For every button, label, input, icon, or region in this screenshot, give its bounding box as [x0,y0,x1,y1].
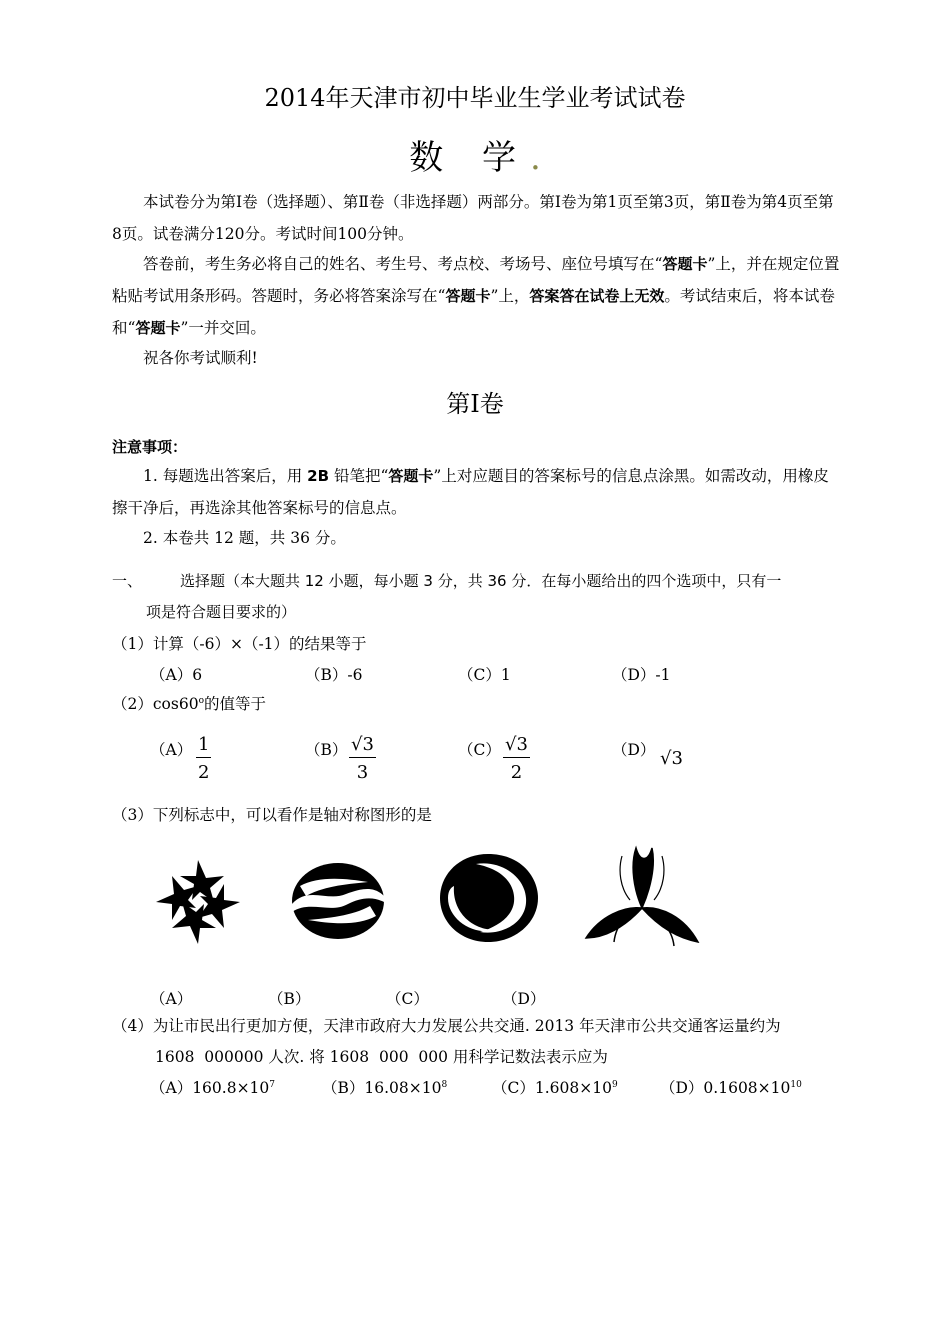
q4-option-b-exponent: 8 [441,1080,448,1090]
exam-title: 2014年天津市初中毕业生学业考试试卷 [264,84,686,112]
q3-option-b: （B） [268,990,311,1008]
q1-option-c: （C）1 [458,666,511,684]
q4-option-a [150,1076,275,1098]
q4-option-a-exponent: 7 [269,1080,276,1090]
question-4-line-1: （4）为让市民出行更加方便，天津市政府大力发展公共交通. 2013 年天津市公共交通客运量约为 [112,1017,781,1035]
q2-option-d-label: （D） [612,741,656,759]
subject-text: 数 学 [409,138,530,178]
q3-option-c: （C） [386,990,429,1008]
answer-card-term: 答题卡 [135,319,181,337]
q2-stem-text: （2）cos60 [112,695,199,713]
q4-option-d-base: （D）0.1608×10 [660,1079,791,1097]
note-1-text: 1. 每题选出答案后，用 [143,467,308,485]
answer-card-term: 答题卡 [388,467,434,485]
answer-card-term: 答题卡 [662,255,708,273]
answer-card-term: 答题卡 [445,287,491,305]
logo-b-split-ellipse-icon [288,856,388,946]
invalid-warning: 答案答在试卷上无效 [529,287,665,305]
degree-mark: o [198,696,204,706]
q4-option-b [322,1076,447,1098]
question-3-stem: （3）下列标志中，可以看作是轴对称图形的是 [112,806,432,824]
q2-option-a-label: （A） [150,741,193,759]
fraction-numerator: √3 [503,734,530,758]
intro-paragraph-1: 本试卷分为第Ⅰ卷（选择题）、第Ⅱ卷（非选择题）两部分。第Ⅰ卷为第1页至第3页，第Ⅱ卷为第4页至第8页。试卷满分120分。考试时间100分钟。 [112,193,834,243]
note-1-text: ”上对应题目的答案标号的信息点涂黑。如需改动，用橡皮擦干净后，再选涂其他答案标号的信息点。 [112,467,829,517]
logo-c-circle-crescent-icon [436,850,540,946]
volume-title: 第Ⅰ卷 [446,390,504,418]
question-2-stem [112,692,266,714]
q2-option-c-label: （C） [458,741,501,759]
subject-title [0,130,950,179]
q4-option-c [492,1076,618,1098]
q4-option-d-exponent: 10 [790,1080,802,1090]
fraction-numerator: √3 [349,734,376,758]
q4-option-b-base: （B）16.08×10 [322,1079,442,1097]
q1-option-a: （A）6 [150,666,203,684]
intro-p2-text: 答卷前，考生务必将自己的姓名、考生号、考点校、考场号、座位号填写在“ [143,255,663,273]
q3-option-a: （A） [150,990,193,1008]
fraction-denominator: 2 [510,762,523,783]
question-4-line-2: 1608 000000 人次. 将 1608 000 000 用科学记数法表示应为 [155,1048,608,1066]
q4-option-a-base: （A）160.8×10 [150,1079,270,1097]
fraction-numerator: 1 [196,734,211,758]
intro-p2-text: ”上， [490,287,530,305]
q3-option-d: （D） [502,990,546,1008]
q2-option-d-value: √3 [660,748,683,769]
q4-option-c-base: （C）1.608×10 [492,1079,612,1097]
pencil-grade: 2B [307,467,330,485]
logo-d-three-petal-icon [580,842,704,954]
q4-option-c-exponent: 9 [611,1080,618,1090]
fraction-denominator: 2 [198,762,210,783]
note-2: 2. 本卷共 12 题，共 36 分。 [143,529,346,547]
intro-p2-text: ”一并交回。 [180,319,266,337]
q2-option-b-label: （B） [305,741,348,759]
note-1 [112,460,842,524]
section-heading-line-1: 选择题（本大题共 12 小题，每小题 3 分，共 36 分．在每小题给出的四个选项中，只有一 [180,572,782,590]
subject-dot: . [530,138,541,178]
q4-option-d [660,1076,802,1098]
intro-p2-text: ”上，并在规定位置粘贴考试用条形码。答题时，务必将答案涂写在“ [112,255,840,305]
question-1-stem: （1）计算（-6）×（-1）的结果等于 [112,635,367,653]
q2-option-c-fraction [503,734,530,783]
notes-heading: 注意事项： [112,438,188,456]
logo-a-pinwheel-stars-icon [148,852,248,952]
q2-option-b-fraction [349,734,376,783]
intro-p2-text: 。考试结束后，将本试卷和“ [112,287,835,337]
section-heading-line-2: 项是符合题目要求的） [146,603,297,621]
q2-stem-text: 的值等于 [203,695,266,713]
note-1-text: 铅笔把“ [329,467,389,485]
q1-option-b: （B）-6 [305,666,363,684]
section-number: 一、 [112,572,143,590]
intro-paragraph-2 [112,248,842,344]
q2-option-a-fraction [196,734,211,783]
fraction-denominator: 3 [356,762,369,783]
q1-option-d: （D）-1 [612,666,671,684]
intro-paragraph-3: 祝各你考试顺利! [143,349,258,367]
